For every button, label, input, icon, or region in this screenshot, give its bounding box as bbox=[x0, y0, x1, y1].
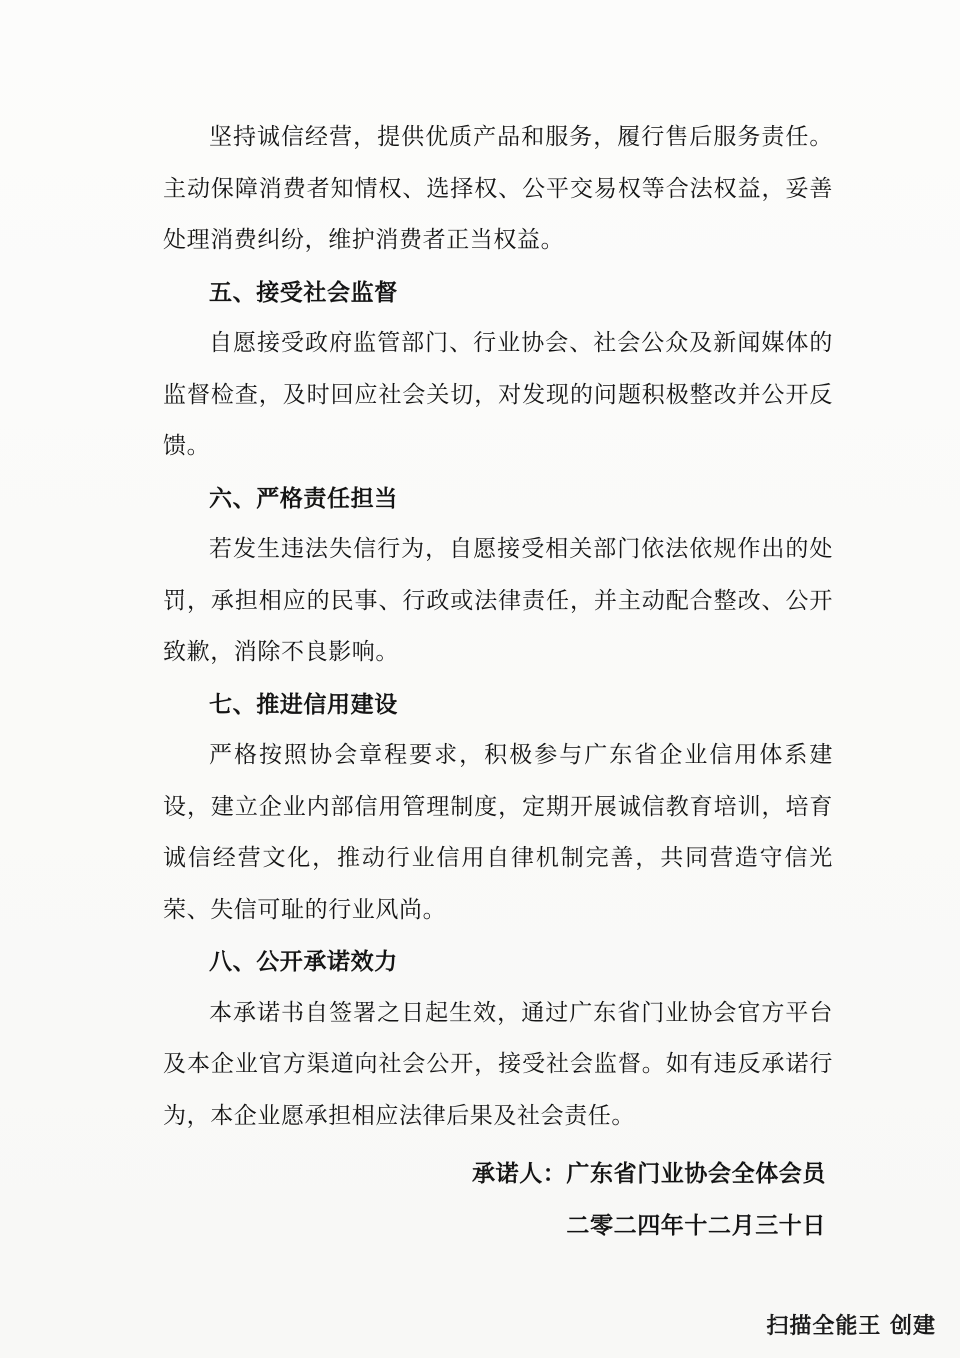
paragraph-responsibility: 若发生违法失信行为，自愿接受相关部门依法依规作出的处罚，承担相应的民事、行政或法律责任，并主动配合整改、公开致歉，消除不良影响。 bbox=[163, 536, 833, 665]
paragraph-consumer-rights: 坚持诚信经营，提供优质产品和服务，履行售后服务责任。主动保障消费者知情权、选择权、公平交易权等合法权益，妥善处理消费纠纷，维护消费者正当权益。 bbox=[163, 124, 833, 253]
heading-section-7: 七、推进信用建设 bbox=[209, 690, 398, 718]
paragraph-credit-building: 严格按照协会章程要求，积极参与广东省企业信用体系建设，建立企业内部信用管理制度，定期开展诚信教育培训，培育诚信经营文化，推动行业信用自律机制完善，共同营造守信光荣、失信可耻的行业风尚。 bbox=[163, 742, 833, 923]
heading-section-6: 六、严格责任担当 bbox=[209, 484, 398, 512]
document-body bbox=[163, 112, 833, 1142]
promisor-line: 承诺人：广东省门业协会全体会员 bbox=[472, 1160, 826, 1187]
paragraph-effectiveness: 本承诺书自签署之日起生效，通过广东省门业协会官方平台及本企业官方渠道向社会公开，接受社会监督。如有违反承诺行为，本企业愿承担相应法律后果及社会责任。 bbox=[163, 999, 833, 1129]
heading-section-8: 八、公开承诺效力 bbox=[209, 948, 398, 975]
paragraph-supervision: 自愿接受政府监管部门、行业协会、社会公众及新闻媒体的监督检查，及时回应社会关切，对发现的问题积极整改并公开反馈。 bbox=[163, 330, 833, 459]
signature-date: 二零二四年十二月三十日 bbox=[566, 1211, 826, 1239]
scanner-watermark: 扫描全能王 创建 bbox=[766, 1314, 936, 1339]
heading-section-5: 五、接受社会监督 bbox=[209, 278, 398, 306]
signature-block bbox=[472, 1148, 826, 1251]
